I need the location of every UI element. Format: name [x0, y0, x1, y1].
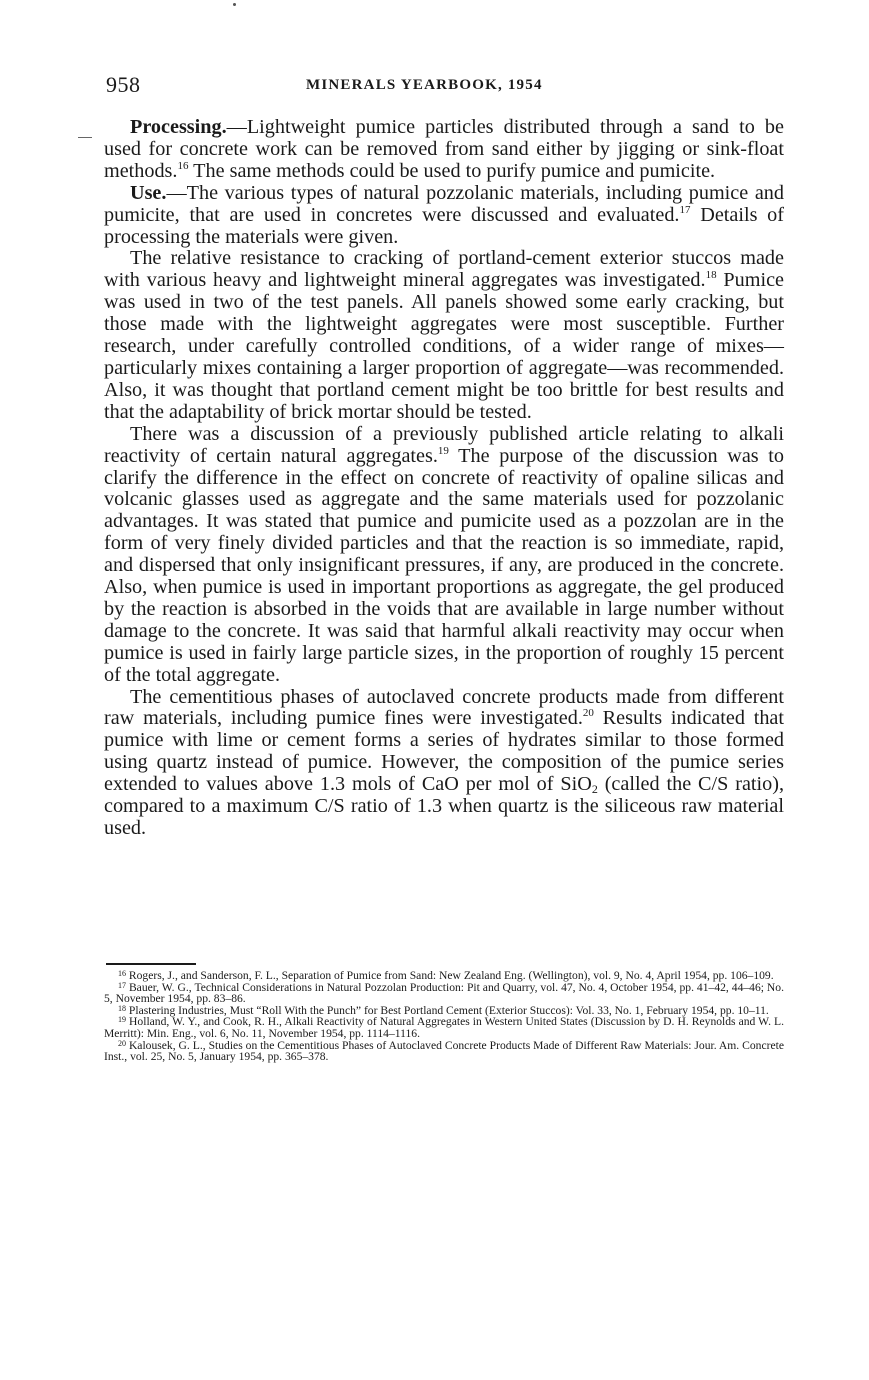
page-number: 958	[106, 72, 141, 97]
footnote-text: Rogers, J., and Sanderson, F. L., Separation of Pumice from Sand: New Zealand Eng. (Wellington), vol. 9, No. 4, April 1954, pp. 106–109.	[128, 969, 774, 982]
paragraph-text: The same methods could be used to purify pumice and pumicite.	[188, 159, 716, 182]
footnote-divider	[106, 963, 196, 965]
footnote-ref[interactable]: 20	[582, 707, 594, 720]
margin-mark	[78, 137, 92, 138]
paragraph-text: —Lightweight pumice particles distributed through a sand to be used for concrete work can be removed from sand either by jigging or sink-float methods.	[104, 116, 784, 182]
subscript: 2	[591, 782, 598, 797]
page-header	[106, 72, 786, 98]
paragraph-text: There was a discussion of a previously published article relating to alkali reactivity of certain natural aggregates.	[104, 422, 784, 467]
paragraph-processing	[104, 117, 784, 183]
paragraph-text: —The various types of natural pozzolanic materials, including pumice and pumicite, that are used in concretes were discussed and evaluated.	[104, 181, 784, 226]
footnotes	[104, 970, 784, 1063]
paragraph-text: (called the C/S ratio), compared to a maximum C/S ratio of 1.3 when quartz is the siliceous raw material used.	[104, 773, 784, 839]
footnote-number: 20	[118, 1038, 126, 1048]
footnote-number: 17	[118, 980, 126, 990]
footnote-ref[interactable]: 19	[437, 444, 449, 457]
scan-speck	[233, 3, 236, 6]
paragraph-text: The purpose of the discussion was to clarify the difference in the effect on concrete of reactivity of opaline silicas and volcanic glasses used as aggregate and the same materials used for pozzolanic advantages. It was stated that pumice and pumicite used as a pozzolan are in the form of very finely divided particles and that the reaction is so immediate, rapid, and dispersed that only insignificant pressures, if any, are produced in the concrete. Also, when pumice is used in important proportions as aggregate, the gel produced by the reaction is absorbed in the voids that are available in large number without damage to the concrete. It was said that harmful alkali reactivity may occur when pumice is used in fairly large particle sizes, in the proportion of roughly 15 percent of the total aggregate.	[104, 444, 784, 686]
footnote-17	[104, 982, 784, 1005]
paragraph-text: Results indicated that pumice with lime or cement forms a series of hydrates similar to those formed using quartz instead of pumice. However, the composition of the pumice series extended to values above 1.3 mols of CaO per mol of SiO	[104, 707, 784, 796]
footnote-number: 19	[118, 1015, 126, 1025]
running-title: MINERALS YEARBOOK, 1954	[306, 77, 543, 93]
footnote-ref[interactable]: 18	[705, 269, 717, 282]
paragraph-text: The relative resistance to cracking of portland-cement exterior stuccos made with various heavy and lightweight mineral aggregates was investigated.	[104, 247, 784, 292]
paragraph-text: The cementitious phases of autoclaved concrete products made from different raw materials, including pumice fines were investigated.	[104, 685, 784, 730]
footnote-text: Kalousek, G. L., Studies on the Cementitious Phases of Autoclaved Concrete Products Made of Different Raw Materials: Jour. Am. Concrete Inst., vol. 25, No. 5, January 1954, pp. 365–378.	[104, 1038, 784, 1064]
heading-processing: Processing.	[130, 116, 227, 138]
body-text	[104, 117, 784, 840]
footnote-20	[104, 1040, 784, 1063]
footnote-number: 18	[118, 1003, 126, 1013]
footnote-ref[interactable]: 17	[679, 203, 691, 216]
paragraph-text: Pumice was used in two of the test panels. All panels showed some early cracking, but those made with the lightweight aggregates were most susceptible. Further research, under carefully controlled conditions, of a wider range of mixes—particularly mixes containing a larger proportion of aggregate—was recommended. Also, it was thought that portland cement might be too brittle for best results and that the adaptability of brick mortar should be tested.	[104, 269, 784, 423]
heading-use: Use.	[130, 181, 167, 204]
footnote-text: Plastering Industries, Must “Roll With the Punch” for Best Portland Cement (Exterior Stuccos): Vol. 33, No. 1, February 1954, pp. 10–11.	[128, 1003, 769, 1017]
paragraph-stuccos	[104, 248, 784, 423]
footnote-ref[interactable]: 16	[177, 159, 189, 172]
footnote-19	[104, 1016, 784, 1039]
footnote-number: 16	[118, 969, 126, 978]
footnote-text: Bauer, W. G., Technical Considerations in Natural Pozzolan Production: Pit and Quarry, vol. 47, No. 4, October 1954, pp. 41–42, 44–46; No. 5, November 1954, pp. 83–86.	[104, 980, 784, 1006]
paragraph-cementitious	[104, 687, 784, 840]
paragraph-use	[104, 183, 784, 249]
paragraph-alkali	[104, 424, 784, 687]
footnote-text: Holland, W. Y., and Cook, R. H., Alkali Reactivity of Natural Aggregates in Western United States (Discussion by D. H. Reynolds and W. L. Merritt): Min. Eng., vol. 6, No. 11, November 1954, pp. 1114–1116.	[104, 1015, 784, 1040]
paragraph-text: Details of processing the materials were given.	[104, 203, 784, 248]
